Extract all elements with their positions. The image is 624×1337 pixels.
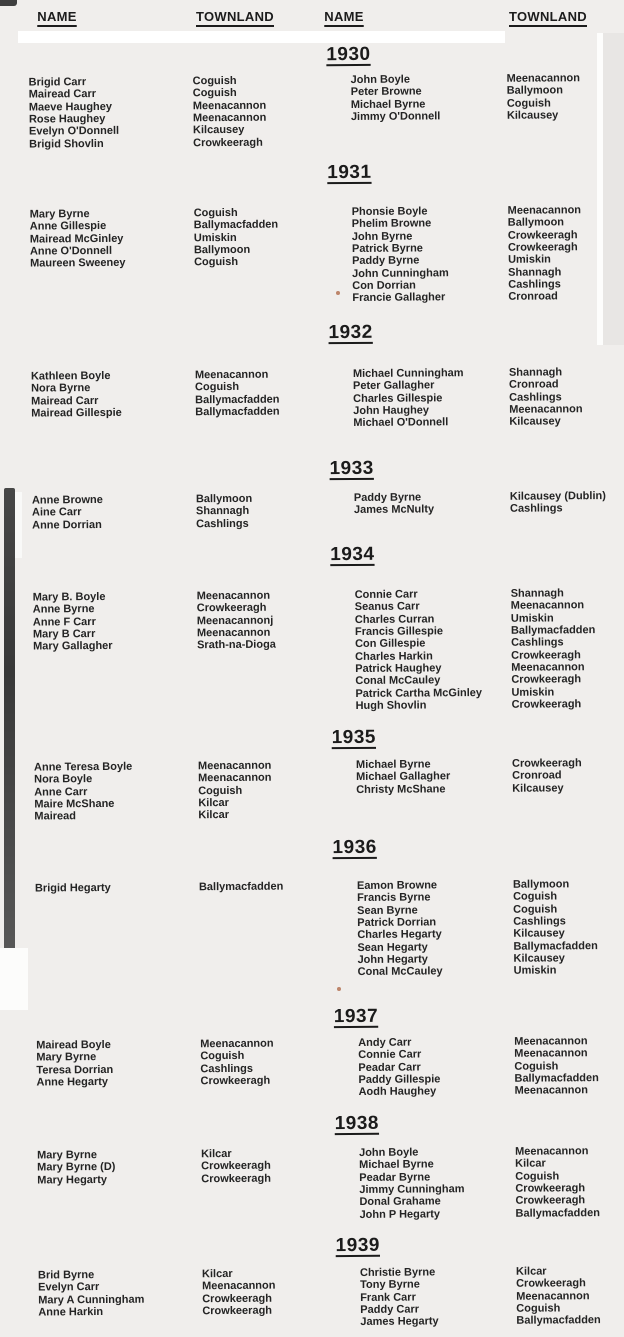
- column-c4: [509, 366, 624, 429]
- name-cell: Tony Byrne: [360, 1278, 420, 1292]
- townland-cell: Meenacannon: [514, 1035, 588, 1048]
- townland-cell: Cashlings: [511, 636, 564, 650]
- name-cell: Evelyn O'Donnell: [28, 125, 120, 138]
- name-cell: Patrick Dorrian: [357, 916, 437, 929]
- townland-cell: Kilcausey (Dublin): [509, 490, 606, 503]
- townland-cell: Meenacannon: [194, 368, 269, 382]
- name-cell: Michael O'Donnell: [353, 416, 449, 430]
- townland-cell: Cashlings: [509, 391, 562, 404]
- townland-cell: Cashlings: [200, 1062, 254, 1075]
- townland-cell: Crowkeeragh: [511, 648, 581, 662]
- townland-cell: Ballymoon: [195, 492, 253, 506]
- year-heading-1935: 1935: [331, 726, 377, 749]
- name-cell: Anne Hegarty: [36, 1075, 109, 1089]
- column-c4: [512, 757, 624, 795]
- column-c3: [359, 1146, 512, 1221]
- name-cell: Mairead Carr: [31, 394, 99, 408]
- year-rows-1935: [6, 757, 624, 823]
- townland-cell: Kilcar: [201, 1147, 232, 1161]
- name-cell: Maeve Haughey: [28, 100, 113, 114]
- column-c1: [29, 75, 190, 150]
- column-c2: [196, 492, 348, 530]
- name-cell: John Boyle: [359, 1146, 419, 1159]
- name-cell: Maureen Sweeney: [30, 257, 126, 270]
- townland-cell: Cashlings: [508, 278, 561, 291]
- townland-cell: Coguish: [506, 97, 551, 110]
- townland-cell: Coguish: [194, 256, 239, 269]
- townland-cell: Ballymacfadden: [514, 1072, 599, 1085]
- name-cell: Nora Byrne: [30, 382, 91, 395]
- townland-cell: Coguish: [513, 890, 558, 904]
- year-heading-1937: 1937: [333, 1005, 379, 1028]
- townland-cell: Crowkeeragh: [201, 1159, 271, 1173]
- year-heading-1936: 1936: [332, 836, 377, 859]
- column-c3: [353, 367, 505, 430]
- townland-cell: Umiskin: [513, 964, 557, 978]
- townland-cell: Cashlings: [513, 915, 566, 928]
- townland-cell: Kilcausey: [513, 927, 565, 941]
- name-cell: Conal McCauley: [357, 965, 443, 979]
- townland-cell: Kilcausey: [192, 124, 245, 137]
- name-cell: Frank Carr: [360, 1291, 416, 1304]
- townland-cell: Crowkeeragh: [511, 757, 582, 770]
- name-cell: Conal McCauley: [355, 674, 441, 688]
- column-c1: [36, 1038, 196, 1089]
- year-section-1933: [4, 456, 624, 532]
- year-rows-1939: [10, 1265, 624, 1329]
- townland-cell: Kilcar: [198, 809, 230, 822]
- column-c3: [354, 491, 506, 517]
- column-c4: [510, 490, 624, 516]
- name-cell: Mary Byrne: [29, 208, 90, 221]
- name-cell: Eamon Browne: [356, 879, 438, 892]
- townland-cell: Meenacannon: [197, 759, 272, 773]
- townland-cell: Meenacannon: [509, 403, 583, 416]
- townland-cell: Ballymacfadden: [515, 1206, 600, 1220]
- column-header-townland-left: TOWNLAND: [196, 9, 274, 24]
- townland-cell: Meenacannonj: [196, 614, 274, 627]
- townland-cell: Kilcausey: [506, 109, 559, 122]
- townland-cell: Kilcar: [515, 1265, 547, 1278]
- year-heading-1939: 1939: [335, 1234, 381, 1257]
- townland-cell: Umiskin: [511, 686, 555, 699]
- townland-cell: Meenacannon: [192, 99, 267, 112]
- townland-cell: Umiskin: [508, 253, 551, 267]
- year-rows-1932: [3, 366, 624, 430]
- townland-cell: Crowkeeragh: [193, 136, 263, 149]
- townland-cell: Ballymacfadden: [516, 1314, 601, 1328]
- name-cell: Connie Carr: [358, 1048, 422, 1062]
- name-cell: Seanus Carr: [354, 600, 420, 614]
- name-cell: Evelyn Carr: [38, 1281, 100, 1294]
- column-c2: [201, 1147, 353, 1185]
- townland-cell: Crowkeeragh: [511, 673, 582, 687]
- name-cell: Con Dorrian: [352, 279, 416, 292]
- column-c1: [34, 760, 194, 823]
- name-cell: Jimmy Cunningham: [359, 1183, 465, 1196]
- year-rows-1934: [5, 587, 624, 712]
- townland-cell: Ballymacfadden: [195, 405, 280, 419]
- name-cell: Peadar Carr: [358, 1061, 421, 1074]
- name-cell: Charles Hegarty: [357, 928, 442, 942]
- townland-cell: Ballymoon: [507, 216, 565, 230]
- column-c2: [199, 880, 351, 894]
- townland-cell: Coguish: [514, 1060, 559, 1073]
- name-cell: Mary Byrne: [37, 1149, 98, 1162]
- townland-cell: Meenacannon: [196, 589, 271, 603]
- column-c1: [33, 590, 193, 653]
- townland-cell: Ballymacfadden: [193, 218, 279, 232]
- townland-cell: Kilcausey: [513, 952, 565, 965]
- townland-cell: Kilcar: [201, 1267, 233, 1281]
- townland-cell: Coguish: [200, 1050, 245, 1063]
- townland-cell: Ballymoon: [506, 84, 564, 98]
- name-cell: James McNulty: [353, 503, 435, 517]
- year-heading-1930: 1930: [326, 43, 371, 66]
- name-cell: Aine Carr: [31, 506, 82, 519]
- name-cell: Anne Browne: [31, 493, 103, 507]
- year-rows-1933: [4, 490, 624, 532]
- column-c1: [30, 207, 190, 270]
- townland-cell: Coguish: [192, 87, 237, 100]
- name-cell: Charles Curran: [354, 613, 435, 626]
- name-cell: Michael Byrne: [350, 98, 426, 111]
- year-section-1930: [0, 42, 624, 151]
- name-cell: Paddy Byrne: [352, 254, 420, 268]
- name-cell: Anne Dorrian: [32, 518, 102, 532]
- column-header-townland-right: TOWNLAND: [509, 9, 587, 24]
- name-cell: John Haughey: [353, 404, 430, 417]
- townland-cell: Meenacannon: [514, 1084, 588, 1098]
- townland-cell: Ballymoon: [193, 243, 251, 257]
- townland-cell: Srath-na-Dioga: [197, 638, 276, 652]
- column-c4: [507, 72, 623, 122]
- townland-cell: Meenacannon: [507, 204, 582, 217]
- townland-cell: Meenacannon: [514, 1047, 588, 1061]
- name-cell: Brigid Shovlin: [29, 137, 104, 151]
- name-cell: Mairead Gillespie: [31, 406, 122, 420]
- townland-cell: Shannagh: [508, 366, 563, 379]
- name-cell: James Hegarty: [360, 1315, 439, 1329]
- townland-cell: Kilcausey: [509, 415, 561, 429]
- name-cell: Mary Byrne (D): [37, 1161, 116, 1174]
- name-cell: Phelim Browne: [351, 217, 432, 231]
- name-cell: John P Hegarty: [359, 1207, 441, 1221]
- year-section-1936: [7, 835, 624, 979]
- year-section-1937: [8, 1004, 624, 1099]
- name-cell: Michael Gallagher: [356, 770, 451, 784]
- year-section-1939: [10, 1233, 624, 1329]
- townland-cell: Ballymacfadden: [195, 393, 280, 406]
- townland-cell: Crowkeeragh: [515, 1194, 586, 1208]
- name-cell: Sean Hegarty: [357, 941, 428, 954]
- year-section-1931: [1, 160, 624, 305]
- name-cell: Hugh Shovlin: [355, 699, 427, 712]
- name-cell: Paddy Carr: [360, 1303, 420, 1316]
- column-c4: [513, 878, 624, 978]
- townland-cell: Crowkeeragh: [507, 228, 578, 242]
- year-rows-1931: [2, 204, 624, 305]
- name-cell: John Boyle: [350, 73, 410, 86]
- townland-cell: Cronroad: [508, 290, 558, 304]
- column-c2: [198, 759, 350, 822]
- townland-cell: Crowkeeragh: [515, 1182, 586, 1195]
- townland-cell: Meenacannon: [515, 1145, 589, 1158]
- name-cell: Kathleen Boyle: [30, 369, 111, 383]
- name-cell: Sean Byrne: [357, 904, 418, 917]
- column-c1: [32, 493, 192, 531]
- year-rows-1930: [1, 72, 624, 151]
- year-section-1932: [3, 320, 624, 430]
- column-c4: [511, 587, 624, 711]
- name-cell: Jimmy O'Donnell: [350, 110, 441, 123]
- name-cell: Con Gillespie: [355, 637, 426, 651]
- name-cell: Mary A Cunningham: [38, 1293, 145, 1307]
- name-cell: Charles Harkin: [355, 650, 433, 663]
- column-c2: [194, 206, 346, 269]
- townland-cell: Coguish: [198, 784, 243, 797]
- townland-cell: Cronroad: [512, 769, 562, 783]
- year-section-1934: [4, 542, 624, 712]
- townland-cell: Meenacannon: [516, 1289, 590, 1303]
- column-c4: [514, 1035, 624, 1098]
- townland-cell: Crowkeeragh: [511, 698, 582, 711]
- column-c2: [202, 1267, 354, 1318]
- townland-cell: Meenacannon: [192, 111, 267, 125]
- townland-cell: Coguish: [194, 381, 240, 394]
- column-header-name-left: NAME: [37, 9, 77, 24]
- name-cell: Francie Gallagher: [352, 291, 446, 305]
- name-cell: Maire McShane: [34, 797, 115, 811]
- column-c3: [352, 205, 505, 305]
- name-cell: Mairead McGinley: [29, 232, 124, 246]
- townland-cell: Meenacannon: [511, 661, 585, 674]
- name-cell: Anne O'Donnell: [29, 244, 113, 258]
- townland-cell: Coguish: [192, 74, 237, 88]
- townland-cell: Umiskin: [510, 612, 554, 625]
- name-cell: Peadar Byrne: [359, 1171, 431, 1184]
- name-cell: Phonsie Boyle: [351, 205, 428, 218]
- name-cell: John Cunningham: [352, 266, 449, 280]
- name-cell: Anne Carr: [34, 785, 88, 799]
- column-c1: [35, 881, 195, 895]
- name-cell: John Hegarty: [357, 953, 428, 966]
- townland-cell: Crowkeeragh: [202, 1304, 273, 1318]
- townland-cell: Cashlings: [196, 517, 249, 530]
- year-heading-1938: 1938: [334, 1112, 380, 1135]
- townland-cell: Coguish: [193, 206, 238, 220]
- name-cell: Mary Gallagher: [33, 640, 113, 653]
- name-cell: Christy McShane: [356, 782, 446, 796]
- townland-cell: Shannagh: [195, 505, 250, 518]
- name-cell: Rose Haughey: [28, 112, 106, 126]
- name-cell: Patrick Byrne: [351, 242, 423, 255]
- column-c2: [200, 1037, 352, 1088]
- name-cell: Francis Gillespie: [354, 625, 444, 638]
- townland-cell: Crowkeeragh: [516, 1277, 586, 1291]
- name-cell: Christie Byrne: [359, 1266, 436, 1279]
- townland-cell: Coguish: [513, 903, 558, 916]
- name-cell: Peter Browne: [350, 85, 422, 99]
- name-cell: Michael Byrne: [359, 1158, 434, 1172]
- column-c3: [351, 73, 503, 124]
- name-cell: Anne Harkin: [38, 1305, 104, 1319]
- name-cell: Mary B. Boyle: [32, 590, 106, 604]
- townland-cell: Crowkeeragh: [507, 241, 578, 254]
- year-heading-1934: 1934: [330, 543, 375, 566]
- column-c1: [37, 1148, 197, 1186]
- year-section-1938: [9, 1111, 624, 1221]
- column-c3: [358, 1036, 510, 1099]
- column-c3: [360, 1266, 512, 1329]
- townland-cell: Kilcar: [198, 796, 229, 810]
- name-cell: Francis Byrne: [357, 891, 431, 905]
- name-cell: Michael Byrne: [355, 758, 431, 771]
- name-cell: Mary Byrne: [36, 1051, 97, 1064]
- column-c3: [357, 879, 510, 979]
- name-cell: Teresa Dorrian: [36, 1063, 114, 1077]
- name-cell: Mary B Carr: [32, 628, 96, 641]
- name-cell: Michael Cunningham: [352, 367, 464, 380]
- column-c4: [508, 204, 624, 304]
- name-cell: Paddy Gillespie: [358, 1073, 441, 1086]
- column-c3: [355, 588, 508, 712]
- townland-cell: Coguish: [516, 1302, 561, 1315]
- townland-cell: Ballymoon: [512, 878, 570, 891]
- name-cell: Mairead Boyle: [36, 1038, 111, 1052]
- name-cell: Anne F Carr: [32, 615, 96, 629]
- year-rows-1938: [9, 1145, 624, 1221]
- column-c3: [356, 758, 508, 796]
- townland-cell: Meenacannon: [198, 771, 272, 785]
- townland-cell: Meenacannon: [202, 1279, 276, 1293]
- column-c4: [516, 1265, 624, 1328]
- name-cell: Andy Carr: [358, 1036, 412, 1049]
- townland-cell: Ballymacfadden: [198, 880, 284, 894]
- name-cell: Mairead Carr: [28, 88, 97, 101]
- name-cell: Peter Gallagher: [352, 379, 435, 393]
- name-cell: Donal Grahame: [359, 1195, 441, 1209]
- townland-cell: Cashlings: [509, 502, 563, 516]
- townland-cell: Shannagh: [508, 265, 562, 279]
- column-header-name-right: NAME: [324, 9, 364, 24]
- column-c2: [195, 368, 347, 419]
- townland-cell: Meenacannon: [506, 72, 581, 85]
- name-cell: John Byrne: [351, 230, 413, 243]
- year-section-1935: [6, 725, 624, 823]
- year-heading-1931: 1931: [327, 161, 372, 184]
- name-cell: Nora Boyle: [34, 773, 93, 786]
- townland-cell: Meenacannon: [196, 626, 271, 640]
- column-c1: [31, 369, 191, 420]
- year-rows-1937: [8, 1035, 624, 1099]
- name-cell: Connie Carr: [354, 588, 418, 601]
- townland-cell: Meenacannon: [200, 1037, 274, 1051]
- name-cell: Charles Gillespie: [353, 391, 443, 405]
- name-cell: Anne Teresa Boyle: [33, 760, 133, 774]
- townland-cell: Ballymacfadden: [513, 939, 598, 953]
- townland-cell: Crowkeeragh: [200, 1074, 271, 1088]
- name-cell: Mairead: [34, 810, 77, 823]
- name-cell: Brid Byrne: [37, 1269, 95, 1282]
- townland-cell: Cronroad: [508, 378, 559, 392]
- townland-cell: Umiskin: [193, 231, 237, 244]
- townland-cell: Kilcausey: [512, 782, 564, 795]
- townland-cell: Crowkeeragh: [201, 1172, 272, 1185]
- name-cell: Brigid Carr: [28, 76, 87, 89]
- townland-cell: Coguish: [515, 1170, 560, 1183]
- townland-cell: Crowkeeragh: [196, 602, 267, 615]
- column-c1: [38, 1268, 198, 1319]
- name-cell: Brigid Hegarty: [34, 881, 111, 895]
- column-c4: [515, 1145, 624, 1220]
- name-cell: Mary Hegarty: [37, 1173, 108, 1187]
- name-cell: Aodh Haughey: [358, 1085, 437, 1099]
- townland-cell: Crowkeeragh: [202, 1292, 272, 1305]
- townland-cell: Shannagh: [510, 587, 564, 600]
- townland-cell: Meenacannon: [510, 599, 585, 613]
- year-heading-1932: 1932: [328, 321, 373, 344]
- townland-cell: Kilcar: [515, 1157, 546, 1171]
- column-c2: [197, 589, 349, 652]
- name-cell: Patrick Cartha McGinley: [355, 686, 483, 700]
- year-rows-1936: [7, 878, 624, 979]
- name-cell: Paddy Byrne: [353, 491, 422, 504]
- name-cell: Patrick Haughey: [355, 662, 442, 675]
- townland-cell: Ballymacfadden: [510, 624, 596, 637]
- year-heading-1933: 1933: [329, 457, 374, 480]
- column-c2: [193, 74, 346, 149]
- name-cell: Anne Gillespie: [29, 220, 107, 233]
- name-cell: Anne Byrne: [32, 603, 95, 616]
